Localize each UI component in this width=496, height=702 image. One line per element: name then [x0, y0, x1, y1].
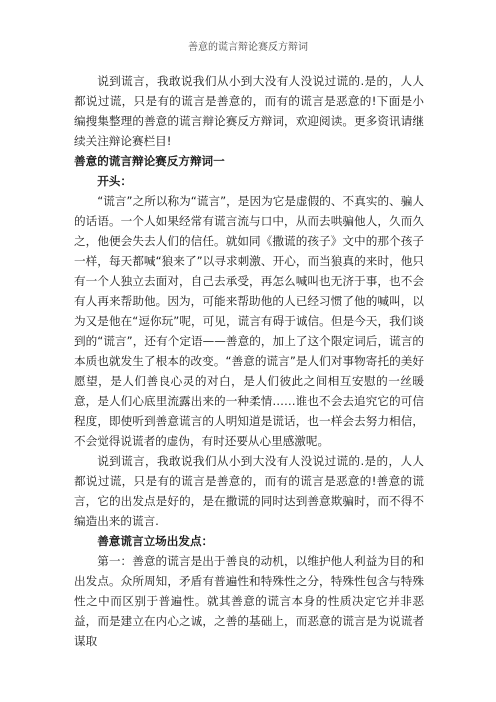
- intro-paragraph: 说到谎言，我敢说我们从小到大没有人没说过谎的.是的，人人都说过谎，只是有的谎言是善意的，而有的谎言是恶意的!下面是小编搜集整理的善意的谎言辩论赛反方辩词，欢迎阅读。更多资讯请继续关注辩论赛栏目!: [74, 74, 424, 148]
- document-body: [74, 71, 424, 651]
- first-point-paragraph: 第一：善意的谎言是出于善良的动机，以维护他人利益为目的和出发点。众所周知，矛盾有普遍性和特殊性之分，特殊性包含与特殊性之中而区别于普遍性。就其善意的谎言本身的性质决定它并非恶益，而是建立在内心之诚，之善的基础上，而恶意的谎言是为说谎者谋取: [74, 554, 424, 648]
- subheading-standpoint: 善意谎言立场出发点：: [97, 534, 214, 548]
- subheading-opening: 开头：: [97, 174, 132, 188]
- body-paragraph: 说到谎言，我敢说我们从小到大没有人没说过谎的.是的，人人都说过谎，只是有的谎言是善意的，而有的谎言是恶意的!善意的谎言，它的出发点是好的，是在撒谎的同时达到善意欺骗时，而不得不编造出来的谎言.: [74, 454, 424, 528]
- opening-paragraph: “谎言”之所以称为“谎言”，是因为它是虚假的、不真实的、骗人的话语。一个人如果经常有谎言流与口中，从而去哄骗他人，久而久之，他便会失去人们的信任。就如同《撒谎的孩子》文中的那个孩子一样，每天都喊“狼来了”以寻求刺激、开心，而当狼真的来时，他只有一个人独立去面对，自己去承受，再怎么喊叫也无济于事，也不会有人再来帮助他。因为，可能来帮助他的人已经习惯了他的喊叫，以为又是他在“逗你玩”呢，可见，谎言有碍于诚信。但是今天，我们谈到的“谎言”，还有个定语——善意的，加上了这个限定词后，谎言的本质也就发生了根本的改变。“善意的谎言”是人们对事物寄托的美好愿望，是人们善良心灵的对白，是人们彼此之间相互安慰的一丝暖意，是人们心底里流露出来的一种柔情……谁也不会去追究它的可信程度，即使听到善意谎言的人明知道是谎话，也一样会去努力相信，不会觉得说谎者的虚伪，有时还要从心里感激呢。: [74, 194, 424, 448]
- document-title: 善意的谎言辩论赛反方辩词: [188, 42, 308, 53]
- section-heading: 善意的谎言辩论赛反方辩词一: [74, 154, 225, 168]
